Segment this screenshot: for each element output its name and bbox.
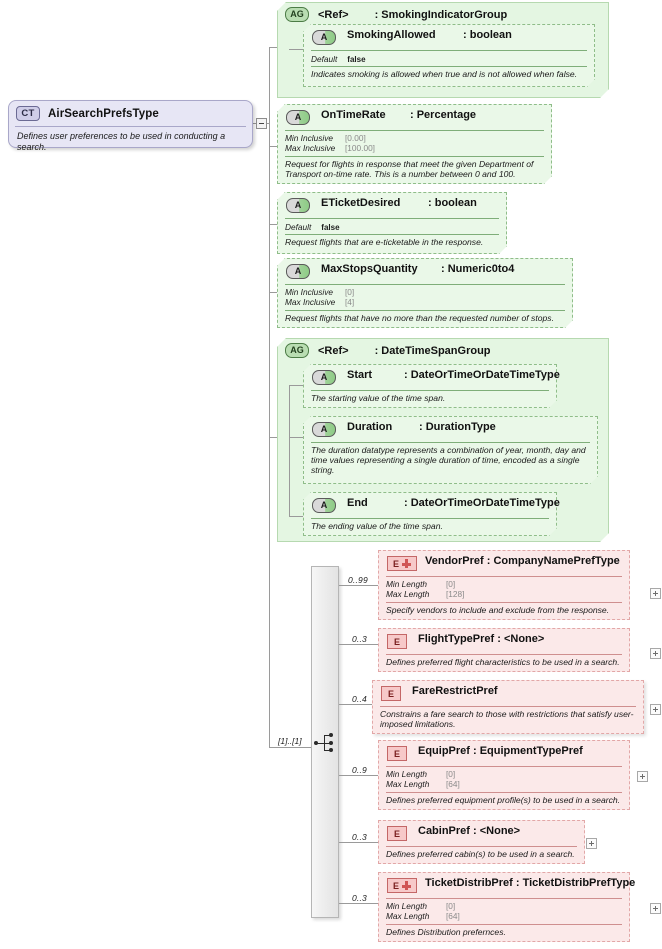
attribute-duration[interactable] [303, 416, 598, 484]
attribute-badge: A [286, 110, 310, 125]
facet-value: [0] [446, 769, 456, 779]
element-badge: E [387, 746, 407, 761]
attribute-name: OnTimeRate [321, 109, 386, 121]
attribute-name: Duration [347, 421, 393, 433]
attribute-name: End [347, 497, 368, 509]
divider [285, 310, 565, 311]
element-badge: E [381, 686, 401, 701]
connector-group-to-end [289, 516, 303, 517]
element-facets [386, 902, 460, 921]
ag-type-label: : DateTimeSpanGroup [374, 344, 491, 357]
divider [386, 576, 622, 577]
complex-type-doc: Defines user preferences to be used in conducting a search. [17, 131, 226, 152]
divider [386, 898, 622, 899]
element-doc: Defines preferred equipment profile(s) to be used in a search. [386, 795, 621, 805]
extensible-plus-icon [402, 881, 411, 890]
attribute-name: Start [347, 369, 373, 381]
divider [285, 284, 565, 285]
connector-seq-vendorpref [339, 585, 378, 586]
attribute-doc: Request flights that have no more than the requested number of stops. [285, 313, 554, 323]
element-equip-pref[interactable] [378, 740, 630, 810]
element-cabin-pref[interactable] [378, 820, 585, 864]
attribute-type: : DateOrTimeOrDateTimeType [404, 369, 560, 381]
element-facets [386, 580, 464, 599]
element-doc: Defines preferred flight characteristics to be used in a search. [386, 657, 620, 667]
divider [386, 792, 622, 793]
connector-seq-equippref [339, 775, 378, 776]
element-badge: E [387, 634, 407, 649]
facet-label: Max Inclusive [285, 296, 336, 307]
sequence-icon [314, 733, 338, 753]
element-name: FareRestrictPref [412, 685, 498, 697]
facet-row [386, 780, 460, 790]
attribute-type: : DateOrTimeOrDateTimeType [404, 497, 560, 509]
connector-to-sequence [269, 747, 311, 748]
attribute-start[interactable] [303, 364, 560, 408]
attribute-badge: A [312, 30, 336, 45]
element-flight-type-pref[interactable] [378, 628, 630, 672]
facet-row [285, 144, 375, 154]
element-badge-extensible [387, 878, 417, 893]
ag-type-label: : SmokingIndicatorGroup [374, 8, 508, 21]
connector-trunk [269, 47, 270, 747]
attribute-doc: The duration datatype represents a combination of year, month, day and time values representing a single duration of time, encoded as a single string. [311, 445, 586, 475]
occurrence-flighttypepref: 0..3 [352, 634, 367, 644]
facet-value: [0] [446, 579, 456, 589]
divider [386, 846, 577, 847]
occurrence-ticketdistribpref: 0..3 [352, 893, 367, 903]
facet-value: [0] [345, 287, 355, 297]
facet-label: Max Length [386, 778, 430, 789]
connector-seq-farerestrictpref [339, 704, 372, 705]
facet-value: [100.00] [345, 142, 375, 153]
attribute-name: MaxStopsQuantity [321, 263, 418, 275]
expand-icon-farerestrictpref[interactable] [650, 704, 661, 715]
element-name: TicketDistribPref : TicketDistribPrefType [425, 877, 636, 889]
ag-badge: AG [285, 343, 309, 358]
element-fare-restrict-pref[interactable] [372, 680, 644, 734]
facet-row [386, 912, 460, 922]
attribute-badge: A [286, 264, 310, 279]
attribute-group-smoking[interactable] [277, 2, 609, 98]
connector-group-to-duration [289, 437, 303, 438]
attribute-group-datetimespan[interactable] [277, 338, 609, 542]
connector-group-to-start [289, 385, 303, 386]
element-name: CabinPref : <None> [418, 825, 521, 837]
connector-group-trunk [289, 385, 290, 516]
divider [311, 66, 587, 67]
expand-icon-equippref[interactable] [637, 771, 648, 782]
attribute-max-stops-quantity[interactable] [277, 258, 573, 328]
ag-ref-label: <Ref> [318, 8, 349, 21]
attribute-doc: Indicates smoking is allowed when true and is not allowed when false. [311, 69, 578, 79]
connector-seq-cabinpref [339, 842, 378, 843]
element-name: VendorPref : CompanyNamePrefType [425, 555, 620, 567]
connector-seq-ticketdistribpref [339, 903, 378, 904]
attribute-type: : DurationType [419, 421, 496, 433]
connector-seq-flighttypepref [339, 644, 378, 645]
divider [285, 218, 499, 219]
divider [311, 442, 590, 443]
collapse-icon[interactable] [256, 118, 267, 129]
expand-icon-flighttypepref[interactable] [650, 648, 661, 659]
occurrence-farerestrictpref: 0..4 [352, 694, 367, 704]
divider [311, 50, 587, 51]
element-doc: Constrains a fare search to those with restrictions that satisfy user-imposed limitations. [380, 709, 634, 729]
facet-value: [0.00] [345, 133, 366, 143]
occurrence-cabinpref: 0..3 [352, 832, 367, 842]
divider [386, 766, 622, 767]
attribute-default [285, 222, 340, 232]
default-value: false [347, 55, 366, 64]
expand-icon-ticketdistribpref[interactable] [650, 903, 661, 914]
divider [386, 654, 622, 655]
attribute-doc: The ending value of the time span. [311, 521, 443, 531]
extensible-plus-icon [402, 559, 411, 568]
divider [285, 156, 544, 157]
divider [386, 602, 622, 603]
facet-row [285, 298, 354, 308]
element-badge-letter: E [392, 558, 399, 569]
divider [380, 706, 636, 707]
facet-value: [0] [446, 901, 456, 911]
attribute-facets [285, 288, 354, 307]
attribute-type: : Percentage [410, 109, 477, 121]
element-badge: E [387, 826, 407, 841]
element-doc: Defines preferred cabin(s) to be used in a search. [386, 849, 575, 859]
default-label: Default [285, 222, 312, 232]
element-facets [386, 770, 460, 789]
ct-badge: CT [16, 106, 40, 121]
element-doc: Specify vendors to include and exclude from the response. [386, 605, 610, 615]
facet-value: [4] [345, 296, 355, 307]
divider [311, 518, 549, 519]
connector-group-to-attr [289, 49, 303, 50]
attribute-type: : boolean [463, 29, 512, 41]
occurrence-vendorpref: 0..99 [348, 575, 368, 585]
divider [285, 130, 544, 131]
complex-type-header [9, 101, 252, 126]
divider [311, 390, 549, 391]
attribute-eticket-desired[interactable] [277, 192, 507, 254]
attribute-doc: Request flights that are e-ticketable in the response. [285, 237, 484, 247]
attribute-group-header [285, 7, 507, 22]
attribute-badge: A [312, 370, 336, 385]
attribute-doc: Request for flights in response that meet the given Department of Transport on-time rate. This is a number between 0 and 100. [285, 159, 534, 179]
default-label: Default [311, 54, 338, 64]
element-badge-letter: E [392, 880, 399, 891]
facet-label: Min Inclusive [285, 133, 333, 143]
complex-type-box[interactable] [8, 100, 253, 152]
facet-label: Max Length [386, 588, 430, 599]
ag-ref-label: <Ref> [318, 344, 349, 357]
attribute-group-header [285, 343, 491, 358]
divider [285, 234, 499, 235]
facet-row [386, 590, 464, 600]
expand-icon-cabinpref[interactable] [586, 838, 597, 849]
attribute-type: : boolean [428, 197, 477, 209]
element-doc: Defines Distribution prefernces. [386, 927, 506, 937]
attribute-name: SmokingAllowed [347, 29, 436, 41]
attribute-badge: A [312, 498, 336, 513]
occurrence-equippref: 0..9 [352, 765, 367, 775]
default-value: false [321, 223, 340, 232]
attribute-default [311, 54, 366, 64]
attribute-smoking-allowed[interactable] [303, 24, 595, 87]
attribute-doc: The starting value of the time span. [311, 393, 446, 403]
element-name: EquipPref : EquipmentTypePref [418, 745, 583, 757]
facet-value: [64] [446, 778, 460, 789]
element-ticket-distrib-pref[interactable] [378, 872, 636, 942]
facet-label: Min Length [386, 579, 428, 589]
facet-label: Min Length [386, 901, 428, 911]
sequence-cardinality: [1]..[1] [278, 736, 302, 746]
facet-label: Min Inclusive [285, 287, 333, 297]
element-badge-extensible [387, 556, 417, 571]
element-name: FlightTypePref : <None> [418, 633, 545, 645]
page-title: AirSearchPrefsType [48, 107, 159, 120]
facet-label: Max Inclusive [285, 142, 336, 153]
facet-label: Min Length [386, 769, 428, 779]
expand-icon-vendorpref[interactable] [650, 588, 661, 599]
divider [386, 924, 622, 925]
facet-value: [128] [446, 588, 465, 599]
attribute-facets [285, 134, 375, 153]
attribute-type: : Numeric0to4 [441, 263, 515, 275]
facet-label: Max Length [386, 910, 430, 921]
attribute-on-time-rate[interactable] [277, 104, 552, 184]
element-vendor-pref[interactable] [378, 550, 630, 620]
attribute-badge: A [312, 422, 336, 437]
facet-value: [64] [446, 910, 460, 921]
attribute-name: ETicketDesired [321, 197, 401, 209]
attribute-end[interactable] [303, 492, 560, 536]
ag-badge: AG [285, 7, 309, 22]
attribute-badge: A [286, 198, 310, 213]
